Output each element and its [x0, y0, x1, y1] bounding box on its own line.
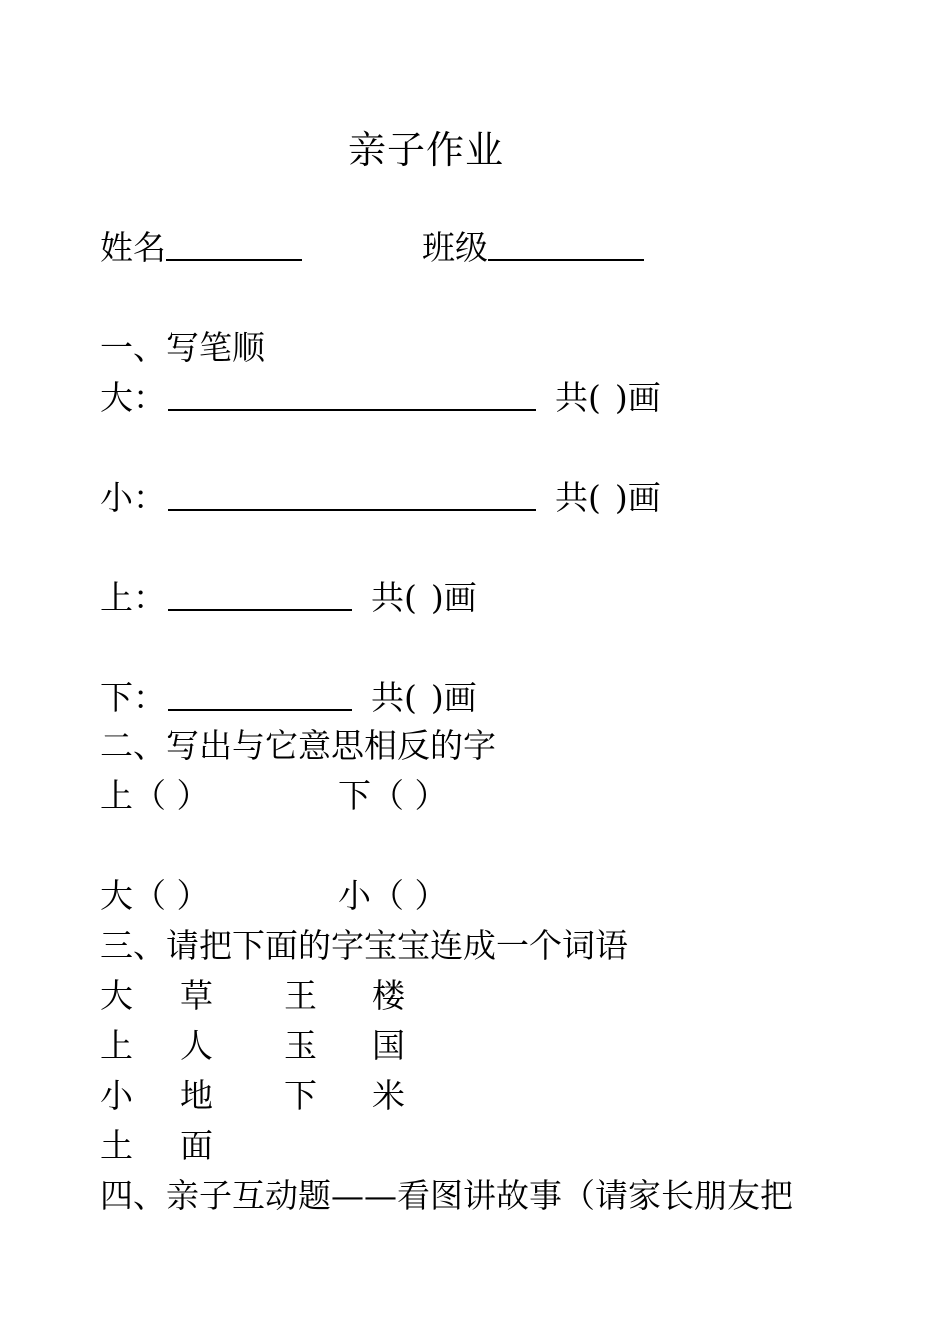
word-char[interactable]: 土	[100, 1126, 133, 1165]
stroke-blank[interactable]	[168, 579, 352, 611]
antonym-right[interactable]: 小（ ）	[338, 876, 448, 915]
word-char[interactable]: 人	[180, 1026, 213, 1065]
header-row	[100, 228, 488, 268]
word-grid-row	[100, 1076, 405, 1116]
antonym-right[interactable]: 下（ ）	[338, 776, 448, 815]
section4-heading: 四、亲子互动题——看图讲故事（请家长朋友把	[100, 1176, 793, 1215]
stroke-blank[interactable]	[168, 479, 536, 511]
word-char[interactable]: 小	[100, 1076, 133, 1115]
name-blank[interactable]	[166, 229, 302, 261]
stroke-count-close: )画	[614, 378, 661, 417]
stroke-blank[interactable]	[168, 379, 536, 411]
word-char[interactable]: 上	[100, 1026, 133, 1065]
word-char[interactable]: 米	[372, 1076, 405, 1115]
word-char[interactable]: 草	[180, 976, 213, 1015]
stroke-row-xiao	[100, 478, 661, 518]
stroke-count-open: 共(	[555, 478, 601, 517]
stroke-count-close: )画	[430, 678, 477, 717]
antonym-left[interactable]: 上（ ）	[100, 776, 210, 815]
antonym-left[interactable]: 大（ ）	[100, 876, 210, 915]
page-title: 亲子作业	[348, 128, 505, 172]
stroke-count-open: 共(	[371, 578, 417, 617]
word-char[interactable]: 王	[284, 976, 317, 1015]
stroke-blank[interactable]	[168, 679, 352, 711]
stroke-char: 小：	[100, 478, 166, 517]
stroke-char: 大：	[100, 378, 166, 417]
stroke-char: 上：	[100, 578, 166, 617]
word-grid-row	[100, 1126, 213, 1166]
class-blank[interactable]	[488, 229, 644, 261]
stroke-row-xia	[100, 678, 477, 718]
stroke-row-da	[100, 378, 661, 418]
word-char[interactable]: 楼	[372, 976, 405, 1015]
stroke-count-close: )画	[430, 578, 477, 617]
section3-heading: 三、请把下面的字宝宝连成一个词语	[100, 926, 628, 965]
stroke-count-close: )画	[614, 478, 661, 517]
section1-heading: 一、写笔顺	[100, 328, 265, 367]
section2-heading: 二、写出与它意思相反的字	[100, 726, 496, 765]
antonym-row	[100, 876, 448, 916]
stroke-char: 下：	[100, 678, 166, 717]
word-char[interactable]: 国	[372, 1026, 405, 1065]
word-char[interactable]: 面	[180, 1126, 213, 1165]
stroke-row-shang	[100, 578, 477, 618]
word-char[interactable]: 玉	[284, 1026, 317, 1065]
antonym-row	[100, 776, 448, 816]
word-char[interactable]: 地	[180, 1076, 213, 1115]
class-label: 班级	[422, 228, 488, 267]
word-grid-row	[100, 1026, 405, 1066]
word-grid-row	[100, 976, 405, 1016]
word-char[interactable]: 下	[284, 1076, 317, 1115]
word-char[interactable]: 大	[100, 976, 133, 1015]
name-label: 姓名	[100, 228, 166, 267]
stroke-count-open: 共(	[555, 378, 601, 417]
stroke-count-open: 共(	[371, 678, 417, 717]
